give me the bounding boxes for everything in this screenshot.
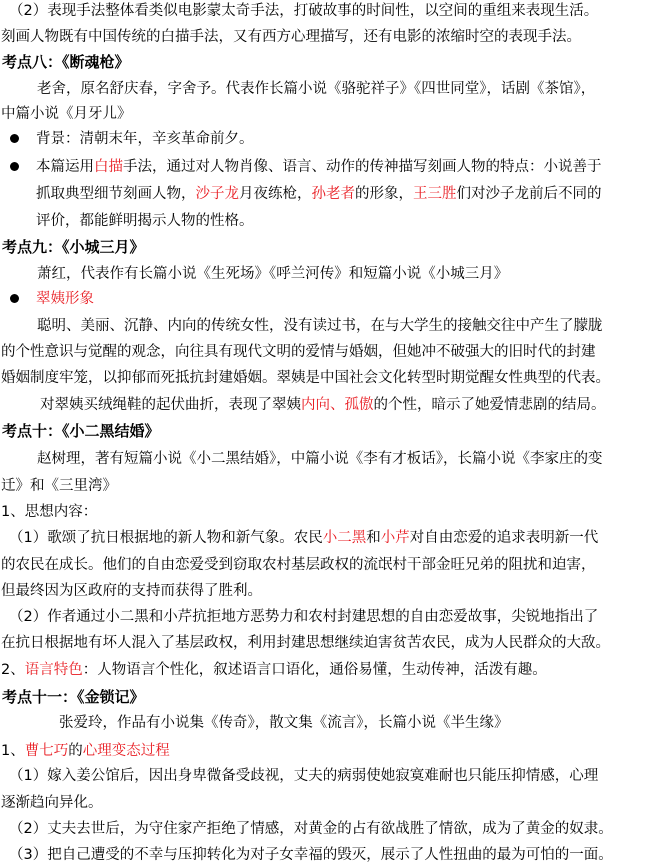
- text-segment: 在抗日根据地有坏人混入了基层政权，利用封建思想继续迫害贫苦农民，成为人民群众的大敌。: [1, 635, 610, 651]
- text-segment: （2）作者通过小二黑和小芹抗拒地方恶势力和农村封建思想的自由恋爱故事，尖锐地指出了: [9, 609, 599, 625]
- text-segment: 抓取典型细节刻画人物，: [36, 186, 196, 202]
- paragraph-line: [59, 712, 656, 734]
- paragraph-line: [1, 103, 656, 125]
- highlight-text: 王三胜: [413, 186, 457, 202]
- bullet-line: [36, 128, 656, 150]
- text-segment: （1）嫁入姜公馆后，因出身卑微备受歧视，丈夫的病弱使她寂寞难耐也只能压抑情感，心理: [9, 768, 599, 784]
- section-heading: [2, 420, 656, 442]
- highlight-text: 小二黑: [322, 530, 367, 546]
- paragraph-line: [9, 527, 656, 549]
- text-segment: 中篇小说《月牙儿》: [1, 106, 132, 122]
- highlight-text: 心理变态过程: [82, 743, 170, 759]
- bullet-icon: [10, 162, 19, 171]
- highlight-text: 翠姨形象: [36, 291, 94, 307]
- text-segment: 但最终因为区政府的支持而获得了胜利。: [1, 583, 262, 599]
- text-segment: 1、: [1, 743, 25, 759]
- text-segment: 们对沙子龙前后不同的: [456, 186, 602, 202]
- paragraph-line: [1, 632, 656, 654]
- paragraph-line: [1, 792, 656, 814]
- text-segment: （2）表现手法整体看类似电影蒙太奇手法，打破故事的时间性，以空间的重组来表现生活。: [9, 3, 599, 19]
- bullet-line: [36, 156, 656, 178]
- paragraph-line: [1, 367, 656, 389]
- text-segment: 和: [366, 530, 381, 546]
- text-segment: 张爱玲，作品有小说集《传奇》，散文集《流言》，长篇小说《半生缘》: [59, 715, 509, 731]
- bullet-line: [36, 183, 656, 205]
- text-segment: 评价，都能鲜明揭示人物的性格。: [36, 213, 254, 229]
- text-segment: 婚姻制度牢笼，以抑郁而死抵抗封建婚姻。翠姨是中国社会文化转型时期觉醒女性典型的代表。: [1, 370, 610, 386]
- text-segment: 的: [68, 743, 83, 759]
- text-segment: 老舍，原名舒庆春，字舍予。代表作长篇小说《骆驼祥子》《四世同堂》，话剧《茶馆》，: [37, 81, 596, 97]
- text-segment: 2、: [1, 662, 25, 678]
- text-segment: 考点十一：《金锁记》: [2, 688, 145, 706]
- text-segment: 的个性，暗示了她爱情悲剧的结局。: [373, 397, 606, 413]
- section-heading: [2, 236, 656, 258]
- highlight-text: 小芹: [380, 530, 410, 546]
- paragraph-line: [9, 844, 656, 866]
- text-segment: 对翠姨买绒绳鞋的起伏曲折，表现了翠姨: [40, 397, 301, 413]
- highlight-text: 语言特色: [24, 662, 83, 678]
- text-segment: 本篇运用: [36, 159, 94, 175]
- text-segment: 1、思想内容：: [1, 504, 98, 520]
- text-segment: 逐渐趋向异化。: [1, 795, 103, 811]
- paragraph-line: [1, 26, 656, 48]
- text-segment: 的农民在成长。他们的自由恋爱受到窃取农村基层政权的流氓村干部金旺兄弟的阻扰和迫害，: [1, 557, 596, 573]
- section-heading: [2, 51, 656, 73]
- text-segment: 背景：清朝末年，辛亥革命前夕。: [36, 131, 254, 147]
- paragraph-line: [40, 394, 656, 416]
- bullet-icon: [10, 134, 19, 143]
- text-segment: 聪明、美丽、沉静、内向的传统女性，没有读过书，在与大学生的接触交往中产生了朦胧: [37, 318, 603, 334]
- highlight-text: 孙老者: [311, 186, 355, 202]
- text-segment: （3）把自己遭受的不幸与压抑转化为对子女幸福的毁灭，展示了人性扭曲的最为可怕的一面。: [9, 847, 613, 863]
- paragraph-line: [1, 580, 656, 602]
- highlight-text: 白描: [94, 159, 123, 175]
- text-segment: 手法，通过对人物肖像、语言、动作的传神描写刻画人物的特点：小说善于: [123, 159, 602, 175]
- paragraph-line: [9, 818, 656, 840]
- paragraph-line: [37, 315, 656, 337]
- text-segment: 月夜练枪，: [239, 186, 312, 202]
- paragraph-line: [9, 0, 656, 22]
- section-heading: [2, 686, 656, 708]
- highlight-text: 内向、孤傲: [301, 397, 374, 413]
- paragraph-line: [1, 341, 656, 363]
- bullet-line: [36, 210, 656, 232]
- text-segment: 的个性意识与觉醒的观念，向往具有现代文明的爱情与婚姻，但她冲不破强大的旧时代的封建: [1, 344, 596, 360]
- text-segment: （2）丈夫去世后，为守住家产拒绝了情感，对黄金的占有欲战胜了情欲，成为了黄金的奴隶。: [9, 821, 613, 837]
- text-segment: 萧红，代表作有长篇小说《生死场》《呼兰河传》和短篇小说《小城三月》: [37, 266, 509, 282]
- text-segment: 考点十：《小二黑结婚》: [2, 422, 160, 440]
- paragraph-line: [9, 765, 656, 787]
- text-segment: 对自由恋爱的追求表明新一代: [409, 530, 599, 546]
- text-segment: 刻画人物既有中国传统的白描手法，又有西方心理描写，还有电影的浓缩时空的表现手法。: [1, 29, 581, 45]
- paragraph-line: [1, 475, 656, 497]
- paragraph-line: [37, 263, 656, 285]
- subheading-line: [1, 501, 656, 523]
- text-segment: 迁》和《三里湾》: [1, 478, 117, 494]
- text-segment: （1）歌颂了抗日根据地的新人物和新气象。农民: [9, 530, 323, 546]
- text-segment: 考点九：《小城三月》: [2, 238, 145, 256]
- subheading-line: [1, 740, 656, 762]
- text-segment: 赵树理，著有短篇小说《小二黑结婚》，中篇小说《李有才板话》，长篇小说《李家庄的变: [37, 451, 603, 467]
- paragraph-line: [1, 554, 656, 576]
- highlight-text: 曹七巧: [24, 743, 69, 759]
- text-segment: ：人物语言个性化，叙述语言口语化，通俗易懂，生动传神，活泼有趣。: [82, 662, 547, 678]
- highlight-text: 沙子龙: [195, 186, 239, 202]
- subheading-line: [1, 659, 656, 681]
- text-segment: 的形象，: [355, 186, 413, 202]
- paragraph-line: [37, 448, 656, 470]
- text-segment: 考点八：《断魂枪》: [2, 53, 130, 71]
- paragraph-line: [9, 606, 656, 628]
- paragraph-line: [37, 78, 656, 100]
- bullet-line: [36, 288, 656, 310]
- bullet-icon: [10, 294, 19, 303]
